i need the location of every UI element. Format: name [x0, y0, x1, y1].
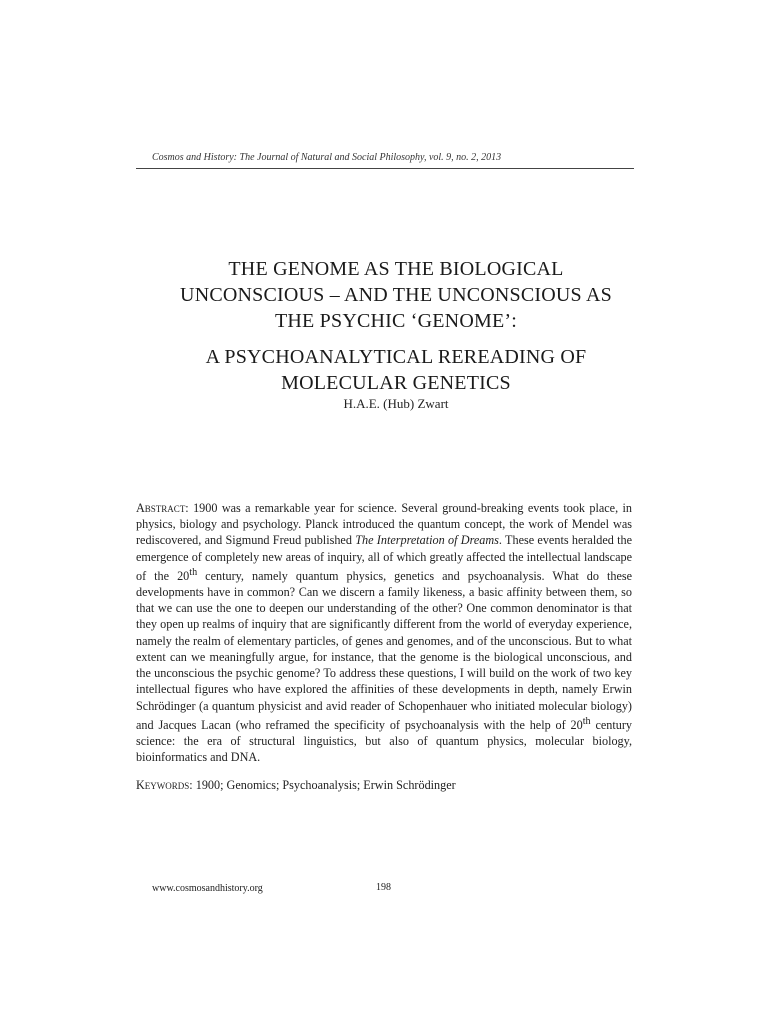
title-line-2: UNCONSCIOUS – AND THE UNCONSCIOUS AS: [180, 284, 612, 306]
keywords-line: [136, 778, 632, 793]
abstract-text-1: 1900 was a remarkable year for science. Several ground-breaking events took place, in physics, biology and psychology. Planck introduced the quantum concept, the work of Mendel was rediscovered, and Sigmund Freud published: [136, 501, 632, 548]
subtitle-line-2: MOLECULAR GENETICS: [281, 372, 511, 394]
title-line-3: THE PSYCHIC ‘GENOME’:: [275, 310, 517, 332]
running-head: Cosmos and History: The Journal of Natural and Social Philosophy, vol. 9, no. 2, 2013: [152, 152, 502, 163]
footer-url: www.cosmosandhistory.org: [152, 883, 263, 894]
abstract-text-3: century, namely quantum physics, genetics and psychoanalysis. What do these developments have in common? Can we discern a family likeness, a basic affinity between them, so that we can use the one to deepen our understanding of the other? One common denominator is that they open up realms of inquiry that are significantly different from the world of everyday experience, namely the realm of elementary particles, of genes and genomes, and of the unconscious. But to what extent can we meaningfully argue, for instance, that the genome is the biological unconscious, and the unconscious the psychic genome? To address these questions, I will build on the work of two key intellectual figures who have explored the affinities of these developments in depth, namely Erwin Schrödinger (a quantum physicist and avid reader of Schopenhauer who initiated molecular biology) and Jacques Lacan (who reframed the specificity of psychoanalysis with the help of 20: [136, 568, 633, 732]
abstract-paragraph: [136, 500, 632, 765]
superscript-th-1: th: [189, 566, 198, 578]
subtitle-line-1: A PSYCHOANALYTICAL REREADING OF: [205, 346, 587, 368]
abstract-label: Abstract:: [136, 501, 189, 515]
keywords-label: Keywords:: [136, 778, 193, 792]
header-rule: [136, 168, 634, 169]
book-title: The Interpretation of Dreams: [355, 533, 499, 548]
article-title: [136, 256, 656, 396]
title-line-1: THE GENOME AS THE BIOLOGICAL: [228, 258, 564, 280]
superscript-th-2: th: [582, 715, 591, 727]
keywords-text: 1900; Genomics; Psychoanalysis; Erwin Schrödinger: [192, 778, 456, 792]
abstract-text-2: . These events heralded the emergence of completely new areas of inquiry, all of which greatly affected the intellectual landscape of the 20: [136, 533, 632, 583]
abstract-text-4: century science: the era of structural linguistics, but also of quantum physics, molecular biology, bioinformatics and DNA.: [136, 717, 632, 765]
author-name: H.A.E. (Hub) Zwart: [343, 396, 449, 411]
page-number: 198: [376, 882, 391, 893]
article-subtitle: [136, 344, 656, 396]
